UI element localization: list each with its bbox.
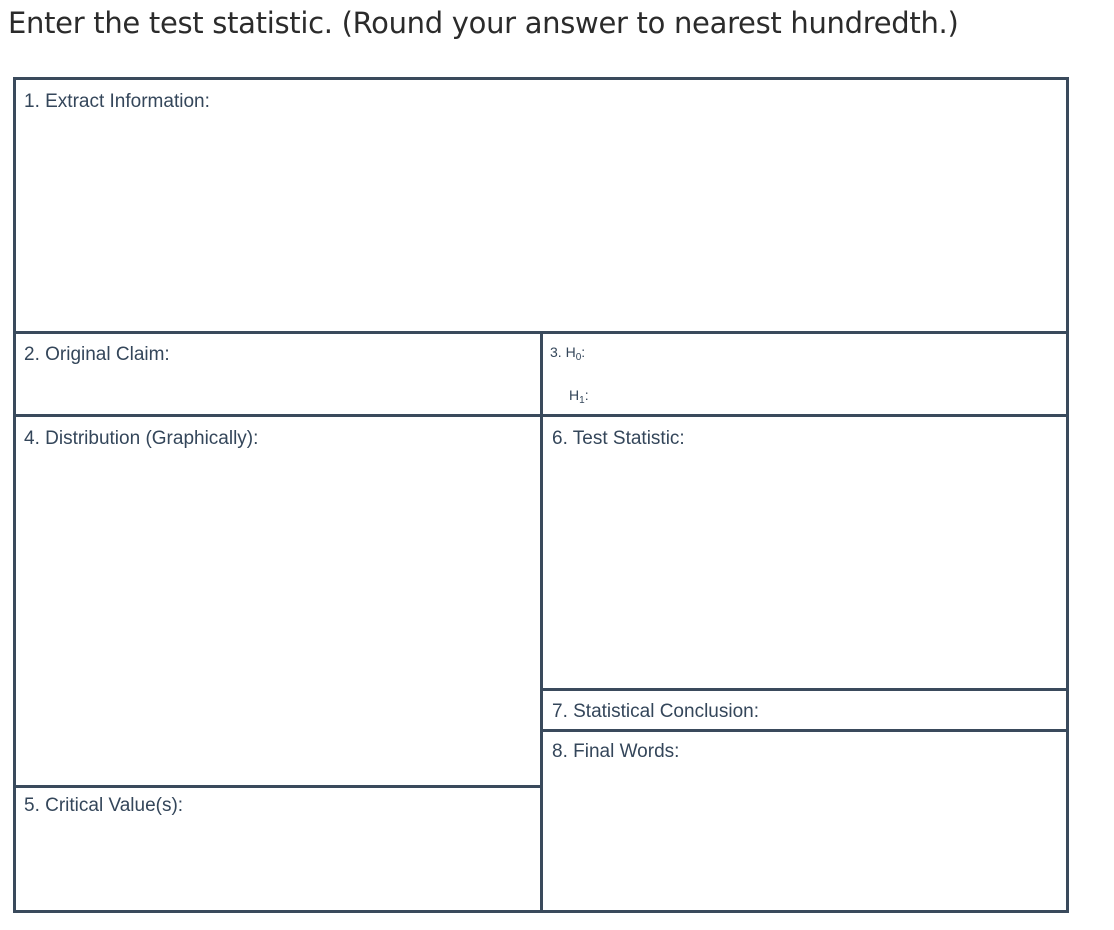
h0-colon: : [581,344,586,360]
alternative-hypothesis-label [569,387,589,406]
divider-above-final-words [542,729,1066,732]
null-hypothesis-label [550,344,585,363]
test-statistic-label: 6. Test Statistic: [552,428,685,449]
h1-subscript: 1 [579,395,585,406]
hypothesis-number: 3. H [550,344,576,360]
statistical-conclusion-label: 7. Statistical Conclusion: [552,701,759,722]
original-claim-label: 2. Original Claim: [24,344,170,365]
divider-above-critical-values [16,785,541,788]
final-words-label: 8. Final Words: [552,741,680,762]
distribution-label: 4. Distribution (Graphically): [24,428,259,449]
h0-subscript: 0 [575,352,582,363]
center-divider [540,331,543,910]
critical-values-label: 5. Critical Value(s): [24,795,184,816]
question-instruction: Enter the test statistic. (Round your answer to nearest hundredth.) [8,6,959,40]
extract-information-label: 1. Extract Information: [24,91,210,112]
hypothesis-test-worksheet [13,77,1069,913]
h1-letter: H [569,387,580,403]
h1-colon: : [584,387,589,403]
divider-above-conclusion [542,688,1066,691]
